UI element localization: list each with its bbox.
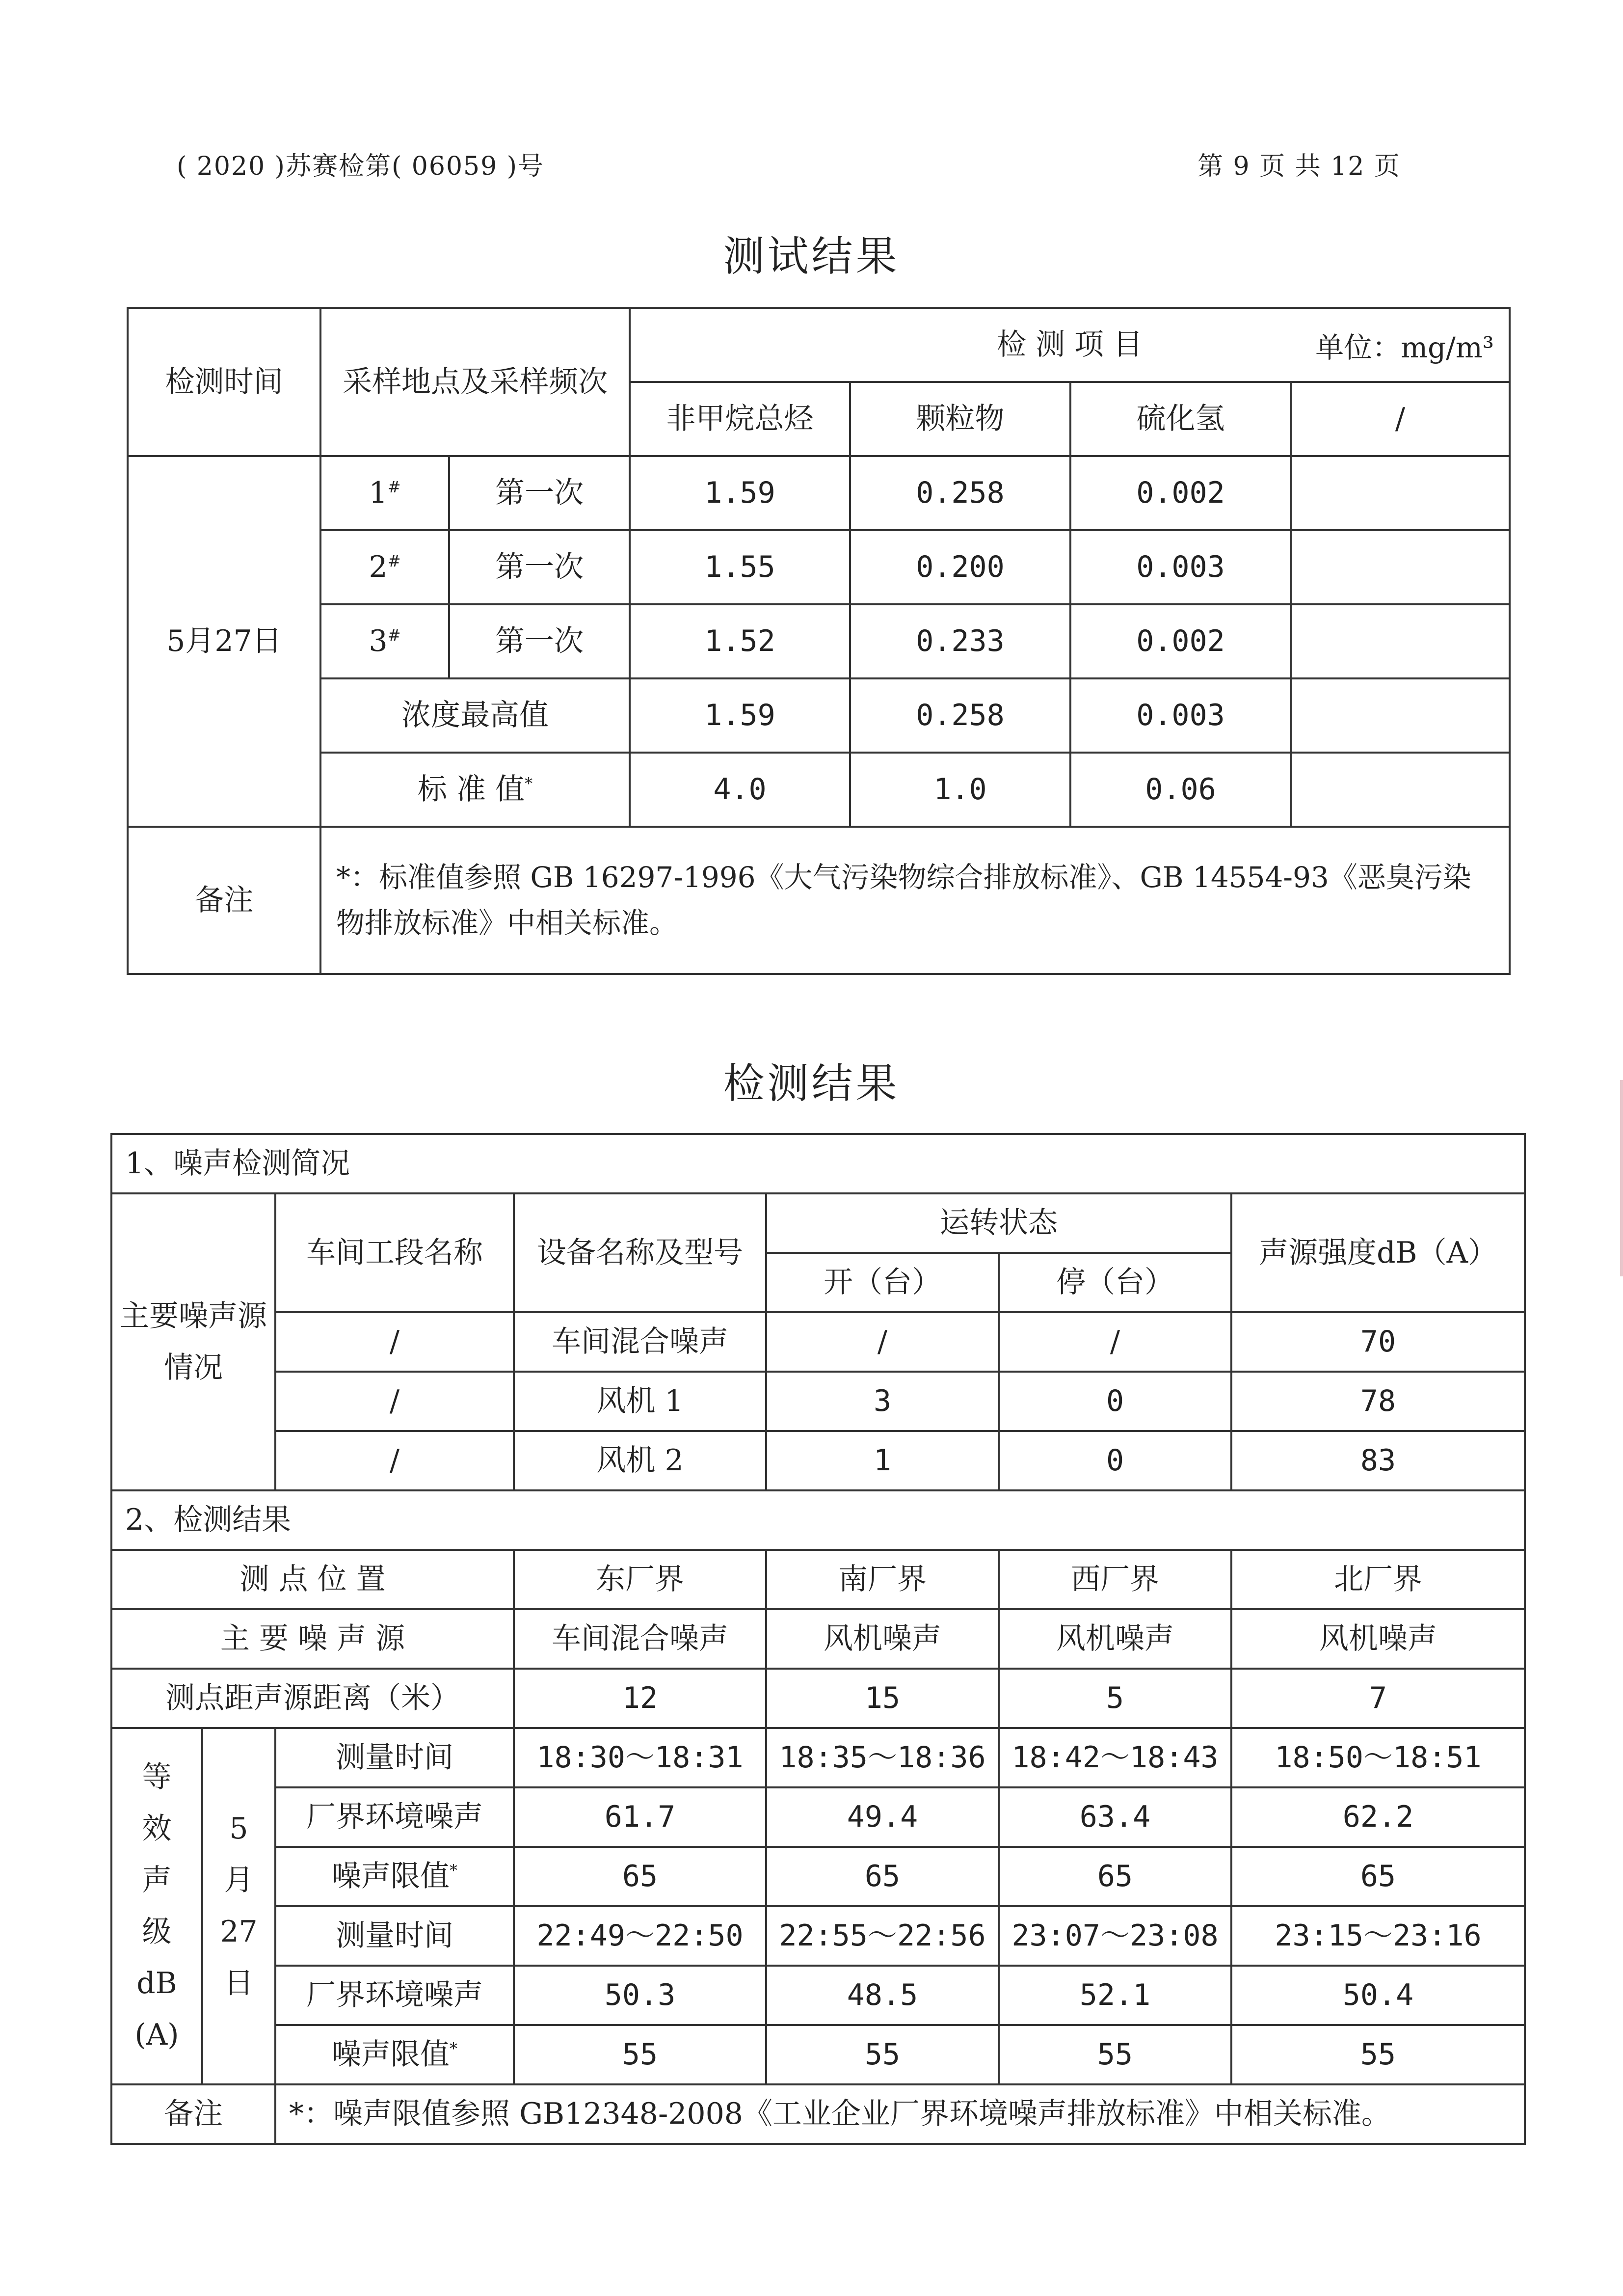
max-value: 0.258	[850, 678, 1070, 753]
env-noise-value: 48.5	[766, 1966, 999, 2025]
time-value: 23:07～23:08	[999, 1906, 1231, 1966]
value-cell	[1291, 456, 1510, 530]
time-value: 23:15～23:16	[1231, 1906, 1525, 1966]
time-label: 测量时间	[275, 1728, 514, 1787]
value-cell: 1.52	[630, 604, 850, 678]
source-strength: 83	[1231, 1431, 1525, 1490]
source-equipment: 风机 2	[514, 1431, 766, 1490]
limit-label: 噪声限值*	[275, 2025, 514, 2084]
part1-title: 1、噪声检测简况	[111, 1134, 1525, 1193]
source-strength: 78	[1231, 1372, 1525, 1431]
time-value: 22:55～22:56	[766, 1906, 999, 1966]
standard-label: 标 准 值*	[320, 753, 630, 827]
env-noise-value: 50.3	[514, 1966, 766, 2025]
source-workshop: /	[275, 1312, 514, 1372]
header-time: 检测时间	[128, 308, 320, 456]
distance-value: 5	[999, 1669, 1231, 1728]
point-name: 西厂界	[999, 1550, 1231, 1609]
note-text: *：噪声限值参照 GB12348-2008《工业企业厂界环境噪声排放标准》中相关标准。	[275, 2084, 1525, 2144]
source-workshop: /	[275, 1372, 514, 1431]
note-text: *：标准值参照 GB 16297-1996《大气污染物综合排放标准》、GB 14554-93《恶臭污染物排放标准》中相关标准。	[320, 827, 1510, 974]
red-stamp-edge	[1591, 1080, 1623, 1276]
max-label: 浓度最高值	[320, 678, 630, 753]
time-value: 18:50～18:51	[1231, 1728, 1525, 1787]
value-cell: 0.233	[850, 604, 1070, 678]
main-noise: 风机噪声	[1231, 1609, 1525, 1669]
main-noise-label: 主 要 噪 声 源	[111, 1609, 514, 1669]
source-off: 0	[999, 1431, 1231, 1490]
col-strength: 声源强度dB（A）	[1231, 1193, 1525, 1312]
limit-value: 65	[766, 1847, 999, 1906]
limit-label: 噪声限值*	[275, 1847, 514, 1906]
site-number: 1#	[320, 456, 449, 530]
col-off: 停（台）	[999, 1253, 1231, 1312]
limit-value: 65	[999, 1847, 1231, 1906]
max-value: 0.003	[1070, 678, 1291, 753]
env-noise-value: 61.7	[514, 1787, 766, 1847]
value-cell	[1291, 530, 1510, 604]
limit-value: 55	[766, 2025, 999, 2084]
standard-value	[1291, 753, 1510, 827]
max-value	[1291, 678, 1510, 753]
time-value: 18:35～18:36	[766, 1728, 999, 1787]
value-cell: 0.258	[850, 456, 1070, 530]
col-status: 运转状态	[766, 1193, 1231, 1253]
source-off: /	[999, 1312, 1231, 1372]
source-on: /	[766, 1312, 999, 1372]
item-header: 颗粒物	[850, 382, 1070, 456]
item-header: /	[1291, 382, 1510, 456]
distance-value: 12	[514, 1669, 766, 1728]
note-label: 备注	[111, 2084, 275, 2144]
source-equipment: 风机 1	[514, 1372, 766, 1431]
frequency: 第一次	[449, 456, 630, 530]
value-cell: 0.002	[1070, 604, 1291, 678]
section1-title: 测试结果	[723, 232, 900, 280]
time-value: 18:42～18:43	[999, 1728, 1231, 1787]
test-results-table	[127, 307, 1511, 975]
date-label: 5 月 27 日	[202, 1728, 275, 2084]
col-on: 开（台）	[766, 1253, 999, 1312]
value-cell	[1291, 604, 1510, 678]
main-source-label: 主要噪声源情况	[111, 1193, 275, 1490]
distance-label: 测点距声源距离（米）	[111, 1669, 514, 1728]
limit-value: 55	[1231, 2025, 1525, 2084]
source-equipment: 车间混合噪声	[514, 1312, 766, 1372]
max-value: 1.59	[630, 678, 850, 753]
limit-value: 65	[514, 1847, 766, 1906]
value-cell: 0.003	[1070, 530, 1291, 604]
level-label: 等 效 声 级 dB (A)	[111, 1728, 202, 2084]
document-number: ( 2020 )苏赛检第( 06059 )号	[177, 152, 545, 181]
part2-title: 2、检测结果	[111, 1490, 1525, 1550]
point-name: 南厂界	[766, 1550, 999, 1609]
main-noise: 风机噪声	[766, 1609, 999, 1669]
standard-value: 0.06	[1070, 753, 1291, 827]
value-cell: 1.59	[630, 456, 850, 530]
standard-value: 4.0	[630, 753, 850, 827]
value-cell: 0.200	[850, 530, 1070, 604]
source-on: 1	[766, 1431, 999, 1490]
distance-value: 7	[1231, 1669, 1525, 1728]
site-number: 3#	[320, 604, 449, 678]
sample-date: 5月27日	[128, 456, 320, 827]
main-noise: 车间混合噪声	[514, 1609, 766, 1669]
value-cell: 1.55	[630, 530, 850, 604]
note-label: 备注	[128, 827, 320, 974]
frequency: 第一次	[449, 530, 630, 604]
site-number: 2#	[320, 530, 449, 604]
source-off: 0	[999, 1372, 1231, 1431]
env-noise-label: 厂界环境噪声	[275, 1787, 514, 1847]
distance-value: 15	[766, 1669, 999, 1728]
value-cell: 0.002	[1070, 456, 1291, 530]
item-header: 硫化氢	[1070, 382, 1291, 456]
page-indicator: 第 9 页 共 12 页	[1197, 152, 1401, 181]
main-noise: 风机噪声	[999, 1609, 1231, 1669]
source-on: 3	[766, 1372, 999, 1431]
env-noise-value: 62.2	[1231, 1787, 1525, 1847]
point-label: 测 点 位 置	[111, 1550, 514, 1609]
env-noise-label: 厂界环境噪声	[275, 1966, 514, 2025]
time-label: 测量时间	[275, 1906, 514, 1966]
header-site: 采样地点及采样频次	[320, 308, 630, 456]
header-items	[630, 308, 1510, 382]
env-noise-value: 52.1	[999, 1966, 1231, 2025]
section2-title: 检测结果	[723, 1059, 900, 1107]
env-noise-value: 63.4	[999, 1787, 1231, 1847]
limit-value: 55	[514, 2025, 766, 2084]
items-label: 检 测 项 目	[996, 327, 1143, 362]
time-value: 22:49～22:50	[514, 1906, 766, 1966]
col-equipment: 设备名称及型号	[514, 1193, 766, 1312]
unit-label: 单位：mg/m³	[1315, 331, 1494, 364]
env-noise-value: 49.4	[766, 1787, 999, 1847]
point-name: 北厂界	[1231, 1550, 1525, 1609]
col-workshop: 车间工段名称	[275, 1193, 514, 1312]
env-noise-value: 50.4	[1231, 1966, 1525, 2025]
source-strength: 70	[1231, 1312, 1525, 1372]
point-name: 东厂界	[514, 1550, 766, 1609]
limit-value: 65	[1231, 1847, 1525, 1906]
noise-results-table	[110, 1133, 1526, 2145]
standard-value: 1.0	[850, 753, 1070, 827]
source-workshop: /	[275, 1431, 514, 1490]
frequency: 第一次	[449, 604, 630, 678]
limit-value: 55	[999, 2025, 1231, 2084]
time-value: 18:30～18:31	[514, 1728, 766, 1787]
item-header: 非甲烷总烃	[630, 382, 850, 456]
